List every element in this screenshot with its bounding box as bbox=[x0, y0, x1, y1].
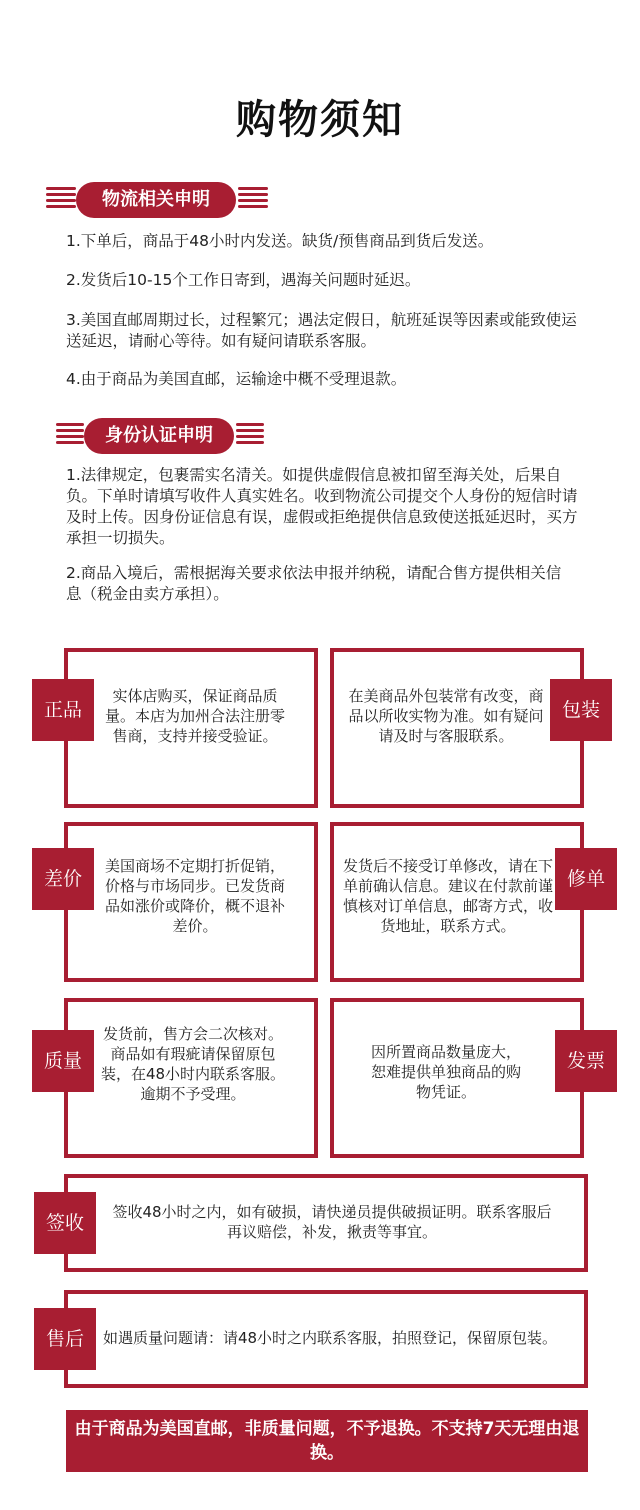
card-packaging-text: 在美商品外包装常有改变，商品以所收实物为准。如有疑问请及时与客服联系。 bbox=[348, 687, 544, 745]
tag-sign-for: 签收 bbox=[34, 1192, 96, 1254]
page-title: 购物须知 bbox=[236, 97, 404, 143]
no-return-notice: 由于商品为美国直邮，非质量问题，不予退换。不支持7天无理由退换。 bbox=[66, 1410, 588, 1472]
section-heading: 身份认证申明 bbox=[84, 418, 234, 454]
logistics-item-4: 4.由于商品为美国直邮，运输途中概不受理退款。 bbox=[66, 370, 407, 388]
card-price-difference-text: 美国商场不定期打折促销，价格与市场同步。已发货商品如涨价或降价，概不退补差价。 bbox=[104, 857, 285, 935]
identity-item-2: 2.商品入境后，需根据海关要求依法申报并纳税，请配合售方提供相关信息（税金由卖方承担）。 bbox=[66, 564, 562, 603]
banner-stripes-right bbox=[238, 187, 268, 211]
tag-authentic: 正品 bbox=[32, 679, 94, 741]
identity-item-1: 1.法律规定，包裹需实名清关。如提供虚假信息被扣留至海关处，后果自负。下单时请填写收件人真实姓名。收到物流公司提交个人身份的短信时请及时上传。因身份证信息有误，虚假或拒绝提供信息致使送抵延迟时，买方承担一切损失。 bbox=[66, 466, 578, 547]
card-invoice-text: 因所置商品数量庞大，恕难提供单独商品的购物凭证。 bbox=[370, 1043, 521, 1101]
section-heading: 物流相关申明 bbox=[76, 182, 236, 218]
banner-stripes-left bbox=[46, 187, 76, 211]
tag-order-edit: 修单 bbox=[555, 848, 617, 910]
card-authentic-text: 实体店购买，保证商品质量。本店为加州合法注册零售商，支持并接受验证。 bbox=[104, 687, 285, 745]
banner-stripes-right bbox=[236, 423, 264, 447]
section-banner-identity bbox=[56, 418, 266, 454]
logistics-item-2: 2.发货后10-15个工作日寄到，遇海关问题时延迟。 bbox=[66, 271, 421, 289]
card-quality-text: 发货前，售方会二次核对。商品如有瑕疵请保留原包装，在48小时内联系客服。逾期不予受理。 bbox=[100, 1025, 286, 1103]
tag-packaging: 包装 bbox=[550, 679, 612, 741]
card-order-edit-text: 发货后不接受订单修改，请在下单前确认信息。建议在付款前谨慎核对订单信息，邮寄方式，收货地址，联系方式。 bbox=[342, 857, 553, 935]
tag-after-sales: 售后 bbox=[34, 1308, 96, 1370]
card-sign-for-text: 签收48小时之内，如有破损，请快递员提供破损证明。联系客服后再议赔偿，补发，揪责等事宜。 bbox=[112, 1203, 552, 1241]
tag-invoice: 发票 bbox=[555, 1030, 617, 1092]
logistics-item-1: 1.下单后，商品于48小时内发送。缺货/预售商品到货后发送。 bbox=[66, 232, 494, 250]
section-banner-logistics bbox=[46, 182, 266, 218]
card-after-sales-text: 如遇质量问题请：请48小时之内联系客服，拍照登记，保留原包装。 bbox=[102, 1329, 558, 1347]
tag-quality: 质量 bbox=[32, 1030, 94, 1092]
banner-stripes-left bbox=[56, 423, 84, 447]
logistics-item-3: 3.美国直邮周期过长，过程繁冗；遇法定假日，航班延误等因素或能致使运送延迟，请耐心等待。如有疑问请联系客服。 bbox=[66, 311, 577, 350]
tag-price-difference: 差价 bbox=[32, 848, 94, 910]
